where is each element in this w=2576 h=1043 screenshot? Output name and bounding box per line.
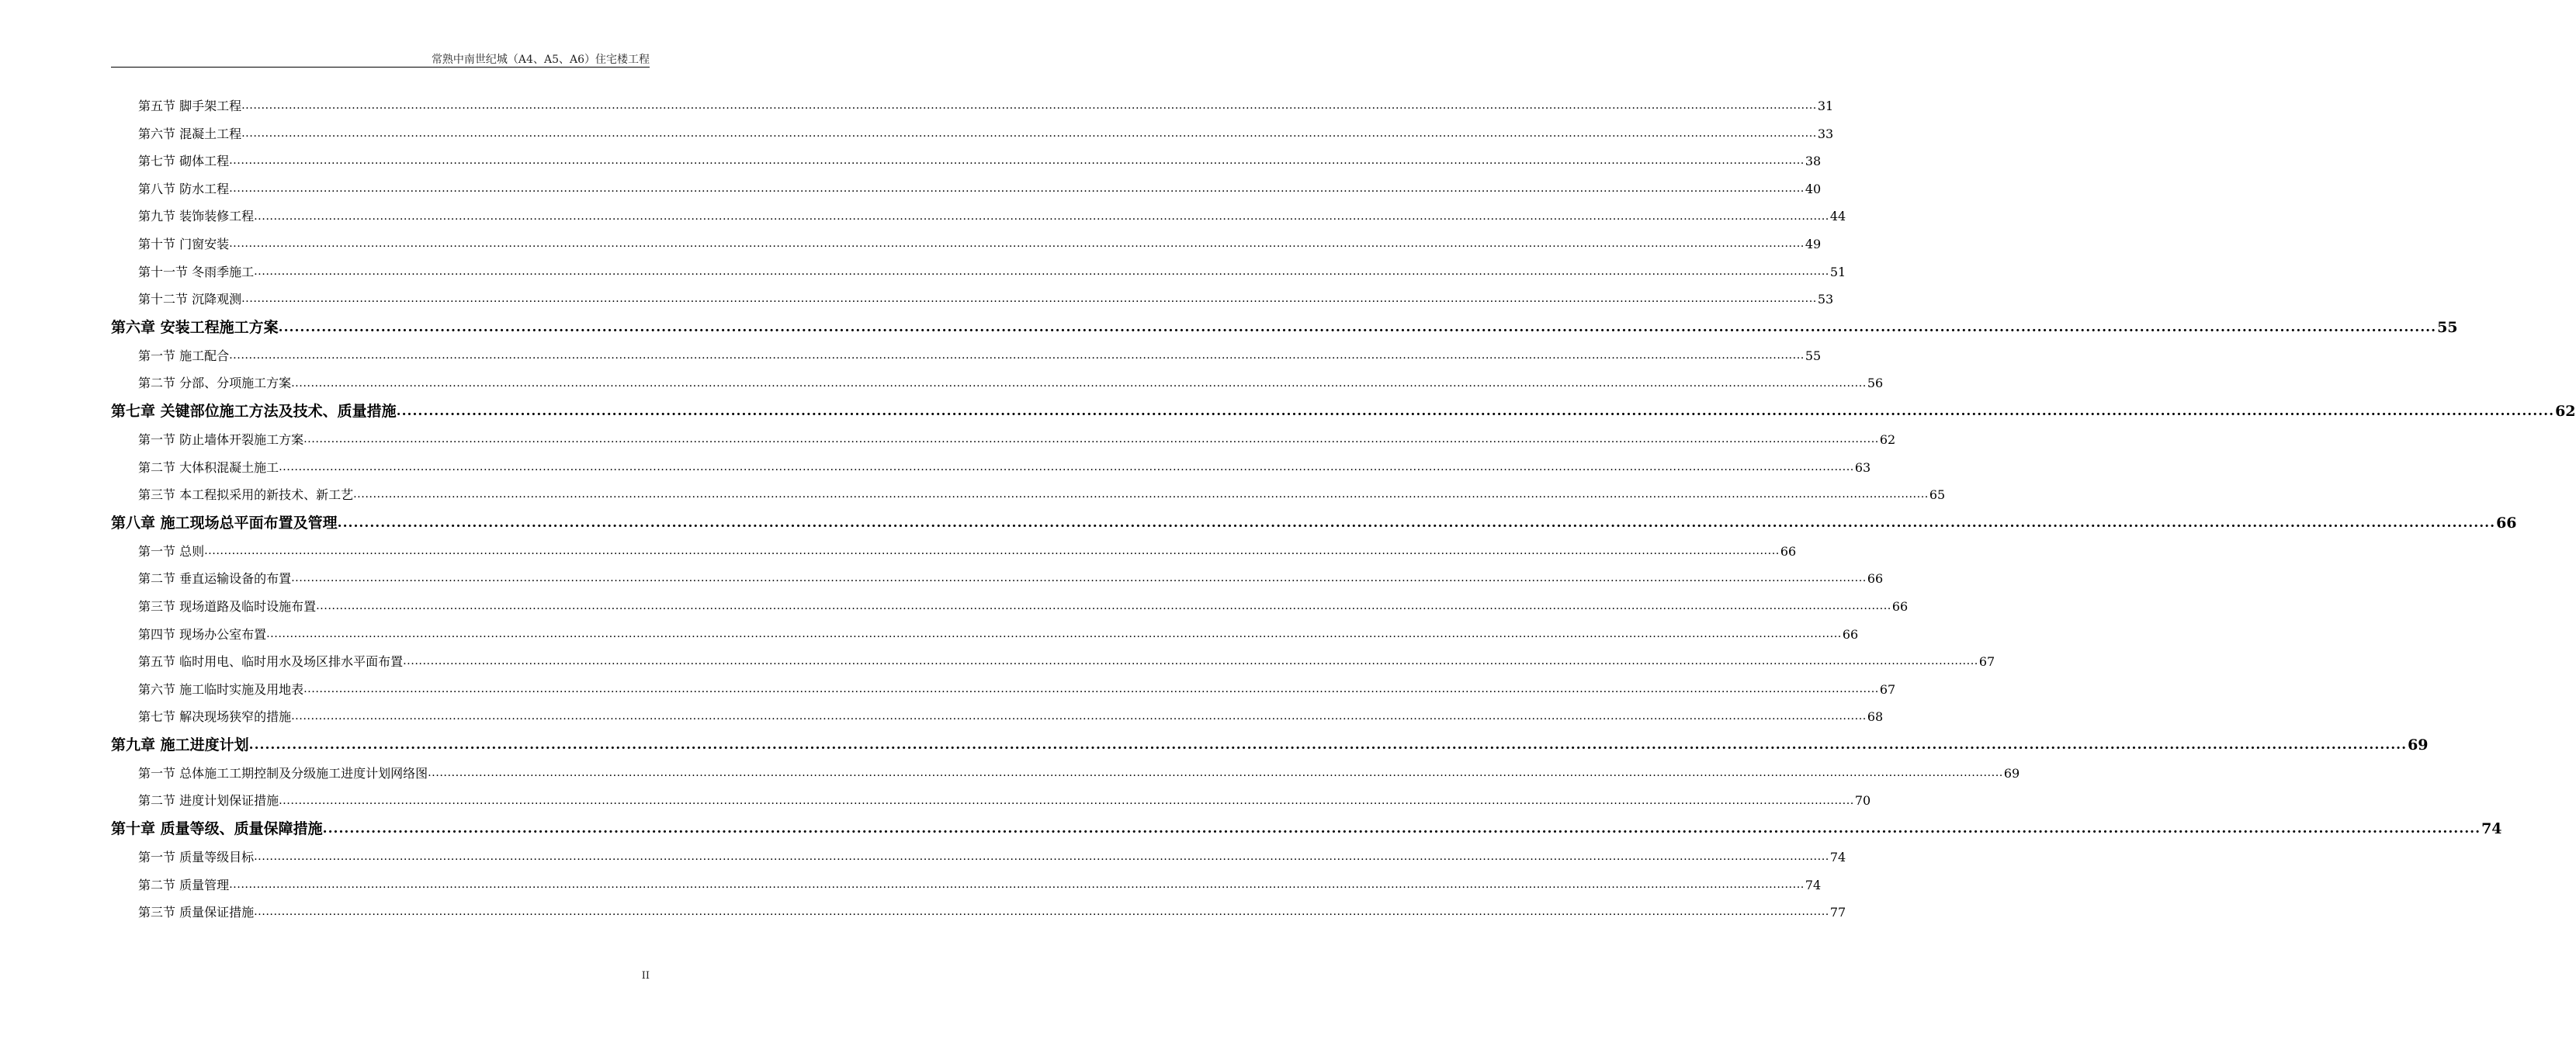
toc-dot-leader: ................................................................................................................................................................................................................................................................................................................................................................................................................	[337, 515, 2496, 531]
toc-entry-page: 49	[1805, 236, 1822, 251]
toc-section-entry[interactable]	[111, 844, 1846, 871]
toc-entry-page: 65	[1929, 487, 1946, 503]
toc-dot-leader: ................................................................................................................................................................................................................................................................................................................................................................................................................	[278, 319, 2437, 335]
toc-dot-leader: ................................................................................................................................................................................................................................................................................................................................................................................................................	[241, 293, 1817, 306]
toc-section-entry[interactable]	[111, 369, 1884, 397]
toc-section-entry[interactable]	[111, 286, 1834, 314]
toc-dot-leader: ................................................................................................................................................................................................................................................................................................................................................................................................................	[322, 821, 2481, 837]
toc-entry-title: 第一节 施工配合	[138, 348, 230, 363]
toc-chapter-entry[interactable]	[111, 314, 2458, 342]
toc-section-entry[interactable]	[111, 538, 1797, 566]
toc-dot-leader: ................................................................................................................................................................................................................................................................................................................................................................................................................	[241, 126, 1817, 140]
toc-chapter-entry[interactable]	[111, 397, 2576, 426]
toc-dot-leader: ................................................................................................................................................................................................................................................................................................................................................................................................................	[353, 488, 1929, 501]
toc-dot-leader: ................................................................................................................................................................................................................................................................................................................................................................................................................	[291, 376, 1867, 390]
toc-dot-leader: ................................................................................................................................................................................................................................................................................................................................................................................................................	[291, 572, 1867, 585]
toc-section-entry[interactable]	[111, 481, 1946, 509]
toc-entry-title: 第一节 总体施工工期控制及分级施工进度计划网络图	[138, 765, 428, 781]
toc-chapter-entry[interactable]	[111, 815, 2502, 844]
toc-section-entry[interactable]	[111, 565, 1884, 593]
toc-entry-title: 第二节 垂直运输设备的布置	[138, 571, 292, 587]
toc-entry-page: 67	[1978, 654, 1995, 670]
toc-entry-title: 第二节 大体积混凝土施工	[138, 459, 279, 475]
toc-entry-title: 第六节 混凝土工程	[138, 126, 242, 141]
toc-entry-title: 第十二节 沉降观测	[138, 292, 242, 307]
toc-dot-leader: ................................................................................................................................................................................................................................................................................................................................................................................................................	[403, 655, 1978, 668]
toc-entry-page: 68	[1867, 709, 1884, 725]
toc-dot-leader: ................................................................................................................................................................................................................................................................................................................................................................................................................	[396, 404, 2555, 420]
toc-dot-leader: ................................................................................................................................................................................................................................................................................................................................................................................................................	[229, 348, 1805, 362]
toc-entry-page: 63	[1854, 459, 1871, 475]
toc-entry-page: 67	[1879, 681, 1896, 697]
toc-entry-title: 第五节 脚手架工程	[138, 99, 242, 113]
toc-entry-page: 66	[1780, 543, 1797, 559]
toc-section-entry[interactable]	[111, 230, 1822, 258]
toc-entry-title: 第十章 质量等级、质量保障措施	[111, 820, 323, 838]
toc-entry-title: 第十一节 冬雨季施工	[138, 264, 255, 279]
header-title: 常熟中南世纪城（A4、A5、A6）住宅楼工程	[431, 54, 650, 66]
toc-entry-page: 55	[2437, 318, 2458, 336]
toc-entry-page: 53	[1817, 292, 1834, 307]
toc-section-entry[interactable]	[111, 648, 1995, 676]
toc-dot-leader: ................................................................................................................................................................................................................................................................................................................................................................................................................	[279, 794, 1854, 807]
toc-entry-title: 第七章 关键部位施工方法及技术、质量措施	[111, 402, 397, 420]
toc-section-entry[interactable]	[111, 454, 1871, 482]
toc-dot-leader: ................................................................................................................................................................................................................................................................................................................................................................................................................	[248, 737, 2408, 754]
toc-section-entry[interactable]	[111, 593, 1909, 621]
toc-section-entry[interactable]	[111, 342, 1822, 370]
toc-section-entry[interactable]	[111, 175, 1822, 203]
toc-entry-page: 40	[1805, 181, 1822, 196]
toc-entry-page: 70	[1854, 793, 1871, 809]
toc-entry-title: 第一节 防止墙体开裂施工方案	[138, 431, 304, 447]
toc-entry-page: 66	[1867, 571, 1884, 587]
toc-entry-title: 第三节 本工程拟采用的新技术、新工艺	[138, 487, 354, 503]
toc-entry-page: 33	[1817, 126, 1834, 141]
toc-entry-title: 第五节 临时用电、临时用水及场区排水平面布置	[138, 654, 404, 670]
toc-chapter-entry[interactable]	[111, 509, 2517, 538]
toc-entry-page: 31	[1817, 99, 1834, 113]
toc-entry-title: 第四节 现场办公室布置	[138, 626, 267, 642]
toc-dot-leader: ................................................................................................................................................................................................................................................................................................................................................................................................................	[254, 906, 1829, 919]
toc-entry-page: 74	[1829, 850, 1846, 865]
toc-dot-leader: ................................................................................................................................................................................................................................................................................................................................................................................................................	[291, 710, 1867, 723]
toc-entry-page: 56	[1867, 376, 1884, 391]
toc-entry-page: 66	[1842, 626, 1859, 642]
toc-section-entry[interactable]	[111, 203, 1846, 230]
toc-dot-leader: ................................................................................................................................................................................................................................................................................................................................................................................................................	[428, 767, 2003, 780]
toc-entry-title: 第六节 施工临时实施及用地表	[138, 681, 304, 697]
toc-chapter-entry[interactable]	[111, 731, 2429, 760]
toc-entry-page: 66	[1891, 598, 1909, 614]
toc-dot-leader: ................................................................................................................................................................................................................................................................................................................................................................................................................	[279, 460, 1854, 473]
toc-entry-page: 44	[1829, 209, 1846, 224]
toc-entry-title: 第十节 门窗安装	[138, 236, 230, 251]
toc-dot-leader: ................................................................................................................................................................................................................................................................................................................................................................................................................	[254, 265, 1829, 278]
toc-entry-page: 62	[2555, 402, 2576, 420]
toc-dot-leader: ................................................................................................................................................................................................................................................................................................................................................................................................................	[254, 210, 1829, 223]
toc-dot-leader: ................................................................................................................................................................................................................................................................................................................................................................................................................	[229, 154, 1805, 168]
toc-dot-leader: ................................................................................................................................................................................................................................................................................................................................................................................................................	[229, 878, 1805, 891]
toc-entry-title: 第九章 施工进度计划	[111, 736, 249, 754]
toc-section-entry[interactable]	[111, 621, 1859, 649]
toc-entry-page: 74	[1805, 877, 1822, 892]
toc-entry-page: 38	[1805, 154, 1822, 169]
toc-dot-leader: ................................................................................................................................................................................................................................................................................................................................................................................................................	[303, 682, 1879, 695]
toc-entry-title: 第二节 分部、分项施工方案	[138, 376, 292, 391]
toc-entry-title: 第一节 质量等级目标	[138, 850, 255, 865]
toc-dot-leader: ................................................................................................................................................................................................................................................................................................................................................................................................................	[254, 851, 1829, 864]
toc-entry-title: 第八章 施工现场总平面布置及管理	[111, 514, 338, 532]
footer-page-number: II	[641, 970, 650, 982]
toc-entry-page: 69	[2003, 765, 2020, 781]
toc-section-entry[interactable]	[111, 120, 1834, 148]
toc-dot-leader: ................................................................................................................................................................................................................................................................................................................................................................................................................	[229, 237, 1805, 251]
toc-section-entry[interactable]	[111, 787, 1871, 815]
toc-section-entry[interactable]	[111, 760, 2020, 788]
toc-entry-title: 第八节 防水工程	[138, 181, 230, 196]
toc-entry-page: 51	[1829, 264, 1846, 279]
toc-entry-title: 第七节 砌体工程	[138, 154, 230, 169]
toc-entry-page: 77	[1829, 905, 1846, 920]
toc-dot-leader: ................................................................................................................................................................................................................................................................................................................................................................................................................	[266, 627, 1842, 640]
header-divider	[111, 67, 650, 68]
toc-section-entry[interactable]	[111, 426, 1896, 454]
toc-dot-leader: ................................................................................................................................................................................................................................................................................................................................................................................................................	[241, 99, 1817, 113]
toc-entry-page: 69	[2408, 736, 2429, 754]
toc-entry-page: 55	[1805, 348, 1822, 363]
toc-section-entry[interactable]	[111, 258, 1846, 286]
toc-entry-title: 第二节 质量管理	[138, 877, 230, 892]
toc-entry-title: 第一节 总则	[138, 543, 205, 559]
toc-section-entry[interactable]	[111, 871, 1822, 899]
toc-entry-title: 第三节 质量保证措施	[138, 905, 255, 920]
toc-section-entry[interactable]	[111, 676, 1896, 704]
toc-dot-leader: ................................................................................................................................................................................................................................................................................................................................................................................................................	[316, 600, 1891, 613]
toc-entry-title: 第三节 现场道路及临时设施布置	[138, 598, 317, 614]
toc-dot-leader: ................................................................................................................................................................................................................................................................................................................................................................................................................	[204, 544, 1780, 557]
toc-entry-page: 62	[1879, 431, 1896, 447]
toc-entry-title: 第六章 安装工程施工方案	[111, 318, 279, 336]
toc-dot-leader: ................................................................................................................................................................................................................................................................................................................................................................................................................	[229, 182, 1805, 195]
toc-entry-page: 66	[2496, 514, 2517, 532]
toc-section-entry[interactable]	[111, 899, 1846, 927]
toc-entry-title: 第二节 进度计划保证措施	[138, 793, 279, 809]
toc-entry-title: 第七节 解决现场狭窄的措施	[138, 709, 292, 725]
toc-section-entry[interactable]	[111, 703, 1884, 731]
table-of-contents	[111, 92, 2576, 927]
toc-section-entry[interactable]	[111, 92, 1834, 120]
toc-dot-leader: ................................................................................................................................................................................................................................................................................................................................................................................................................	[303, 433, 1879, 446]
toc-entry-page: 74	[2481, 820, 2502, 838]
toc-section-entry[interactable]	[111, 147, 1822, 175]
toc-entry-title: 第九节 装饰装修工程	[138, 209, 255, 224]
